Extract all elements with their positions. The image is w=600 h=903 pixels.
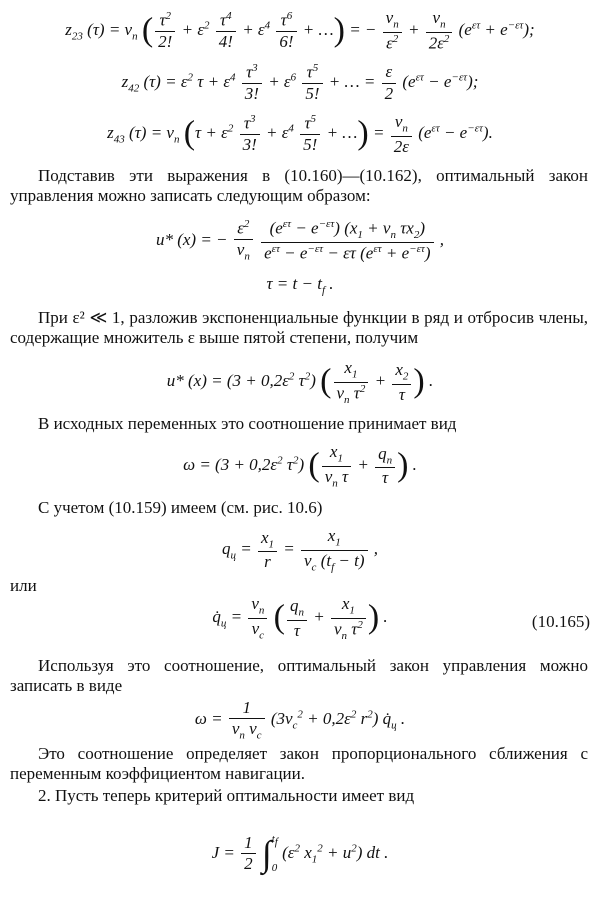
paragraph-8: 2. Пусть теперь критерий оптимальности имеет вид [38, 786, 415, 805]
paragraph-3: В исходных переменных это соотношение принимает вид [38, 414, 457, 433]
paragraph-5: или [10, 576, 37, 595]
equation-tau-definition: $\tau = t - t_f$ . [266, 274, 334, 297]
equation-omega-1: $\omega = (3 + 0,2\varepsilon^2$ $\tau^2$) ( $\frac{x_1}{v_п \tau}$ + $\frac{q_п}{\tau}$ ) . [183, 442, 417, 489]
equation-z42: $z_{42}$ $(\tau) = \varepsilon^2$ $\tau + \varepsilon^4$ $\frac{\tau^3}{3!}$ + $\varepsilon^6$ $\frac{\tau^5}{5!}$ + … = $\frac{\varepsilon}{2}$ $(e^{\varepsilon\tau} - e^{-\varepsilon\tau})$; [121, 62, 479, 104]
equation-number: (10.165) [531, 612, 590, 631]
equation-z23: $z_{23}$ $(\tau) = v_п$ ( $\frac{\tau^2}{2!}$ + $\varepsilon^2$ $\frac{\tau^4}{4!}$ + $\varepsilon^4$ $\frac{\tau^6}{6!}$ + …) = − $\frac{v_п}{\varepsilon^2}$ + $\frac{v_п}{2\varepsilon^2}$ $(e^{\varepsilon\tau} + e^{-\varepsilon\tau})$; [65, 8, 535, 53]
paragraph-4: С учетом (10.159) имеем (см. рис. 10.6) [38, 498, 323, 517]
equation-q-c: $q_ц$ = $\frac{x_1}{r}$ = $\frac{x_1}{v_c (t_f - t)}$ , [221, 526, 378, 573]
equation-criterion-J: J = $\frac{1}{2}$ ∫ $t_f$ 0 ($\varepsilon^2$ $x_1^2 + u^2$) dt . [211, 832, 389, 875]
equation-u-approx: u* $(x) = (3 + 0,2\varepsilon^2$ $\tau^2$) ( $\frac{x_1}{v_п \tau^2}$ + $\frac{x_2}{\tau}$ ) . [166, 358, 434, 406]
equation-q-c-dot: $q̇_ц$ = $\frac{v_п}{v_c}$ ( $\frac{q_п}{\tau}$ + $\frac{x_1}{v_п \tau^2}$ ) . [212, 594, 388, 642]
equation-omega-2: ω = $\frac{1}{v_п v_c}$ ($3v_c^2 + 0,2\varepsilon^2$ $r^2$) $q̇_ц$ . [194, 698, 406, 742]
equation-z43: $z_{43}$ $(\tau) = v_п$ ($\tau + \varepsilon^2$ $\frac{\tau^3}{3!}$ + $\varepsilon^4$ $\frac{\tau^5}{5!}$ + …) = $\frac{v_п}{2\varepsilon}$ $(e^{\varepsilon\tau} - e^{-\varepsilon\tau})$. [107, 112, 493, 156]
paragraph-6: Используя это соотношение, оптимальный закон управления можно записать в виде [10, 656, 588, 696]
paragraph-2: При ε² ≪ 1, разложив экспоненциальные функции в ряд и отбросив члены, содержащие множитель ε выше пятой степени, получим [10, 308, 588, 348]
equation-u-optimal: u* (x) = − $\frac{\varepsilon^2}{v_п}$ $\frac{(e^{\varepsilon\tau} - e^{-\varepsilon\tau}) (x_1 + v_п \tau x_2)}{e^{\varepsilon\tau} - e^{-\varepsilon\tau} - \varepsilon\tau (e^{\varepsilon\tau} + e^{-\varepsilon\tau})}$ , [155, 218, 445, 263]
paragraph-7: Это соотношение определяет закон пропорционального сближения с переменным коэффициентом навигации. [10, 744, 588, 784]
paragraph-1: Подставив эти выражения в (10.160)—(10.162), оптимальный закон управления можно записать следующим образом: [10, 166, 588, 206]
